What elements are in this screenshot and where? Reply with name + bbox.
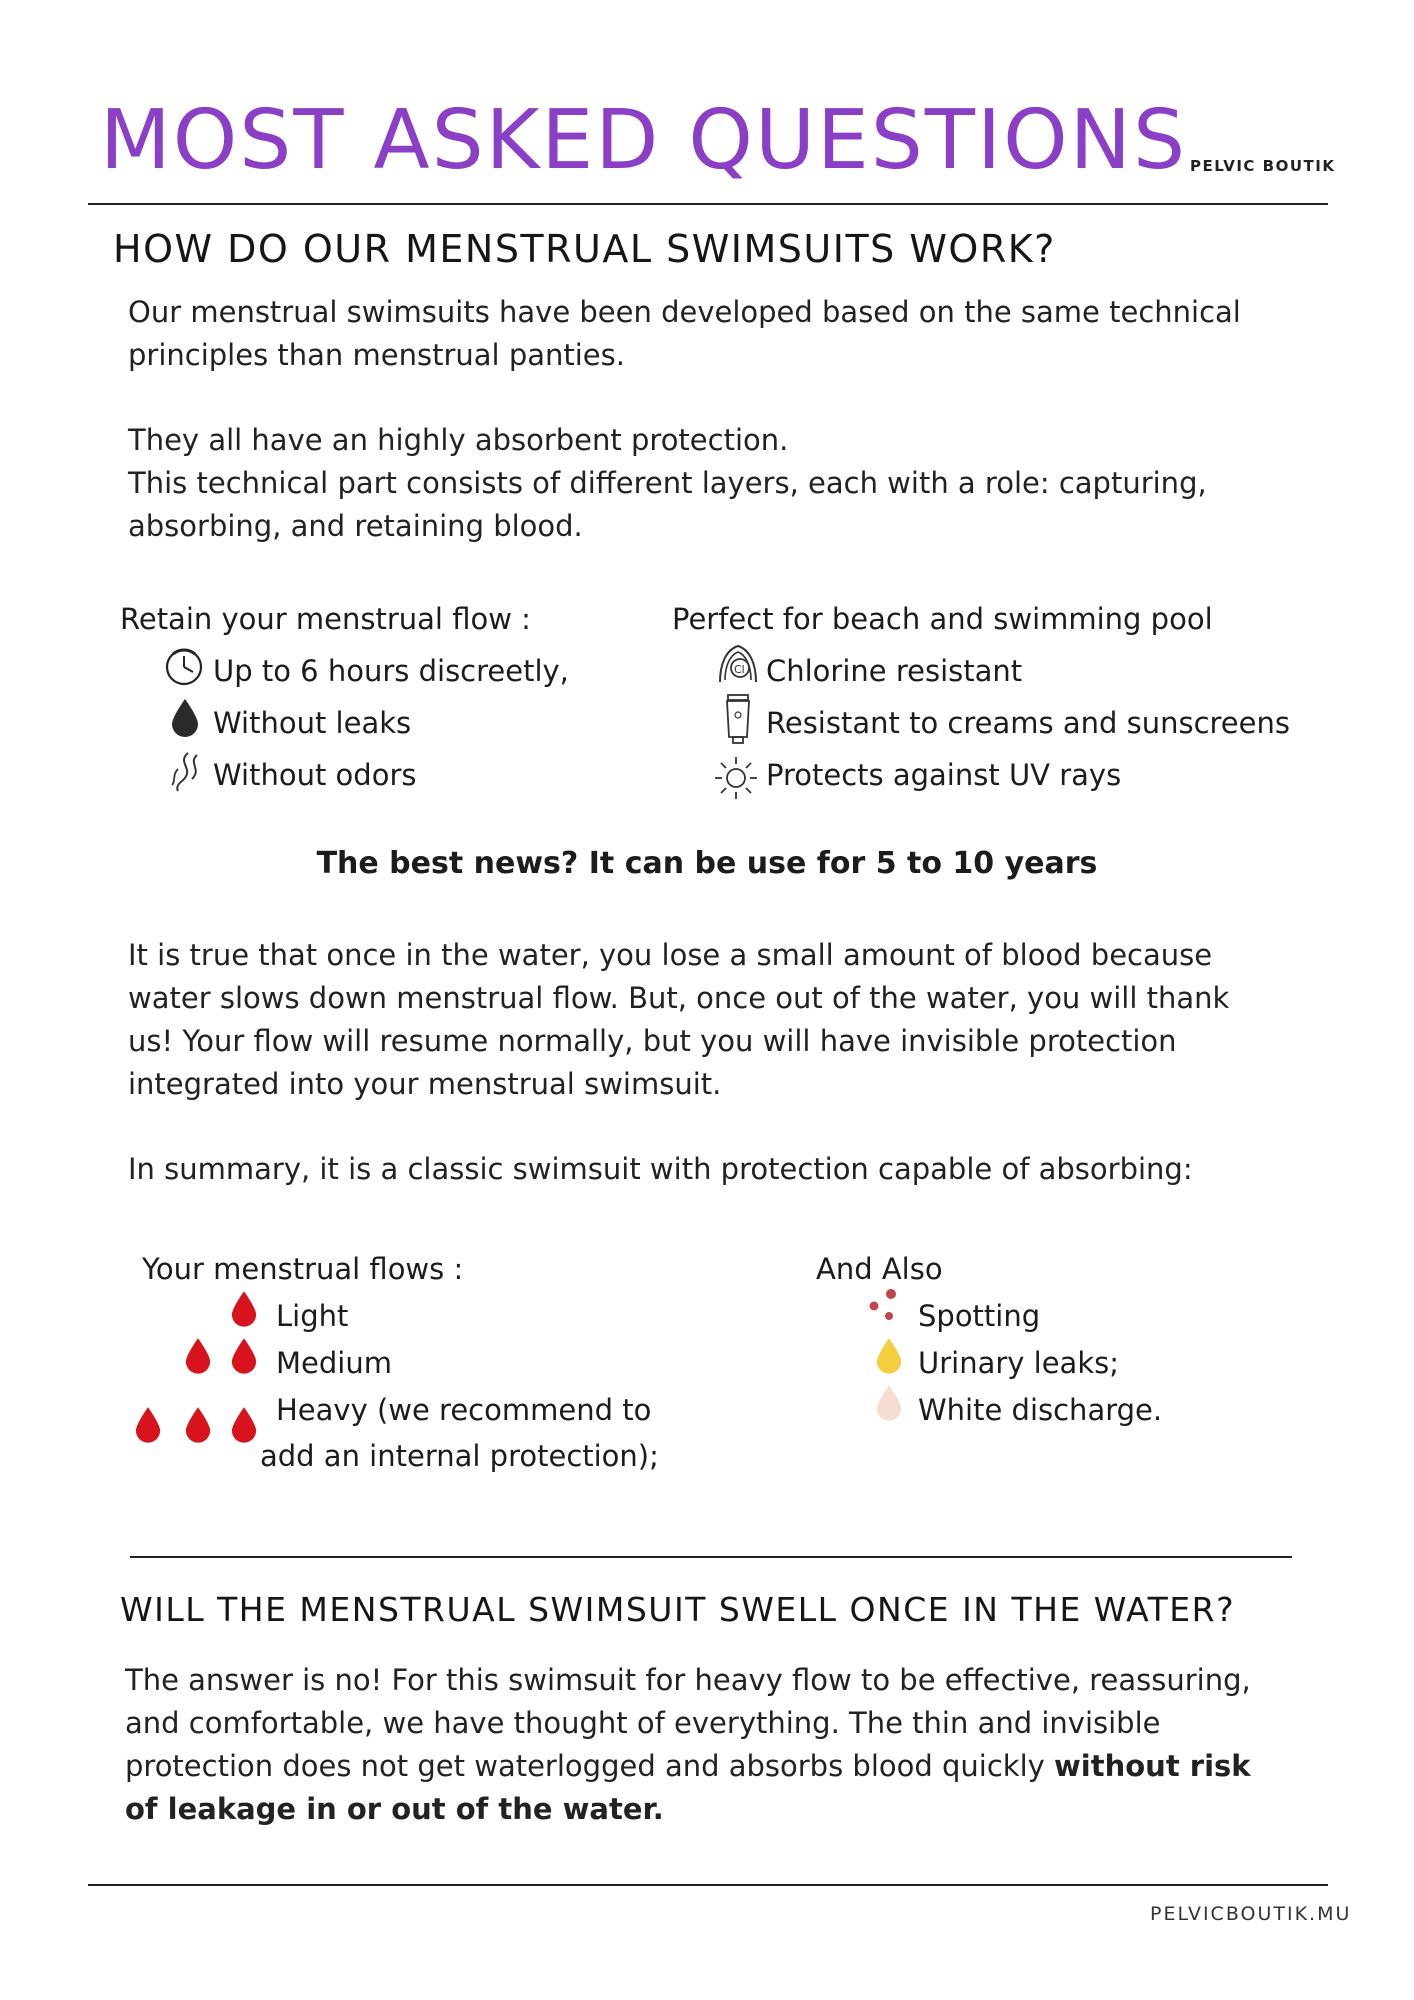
flows-title: Your menstrual flows : <box>142 1252 464 1286</box>
beach-pool-title: Perfect for beach and swimming pool <box>672 602 1213 636</box>
section2-body <box>125 1659 1325 1831</box>
retain-flow-title: Retain your menstrual flow : <box>120 602 531 636</box>
drop-icon <box>170 697 200 737</box>
section-divider <box>130 1556 1292 1558</box>
paragraph-line: This technical part consists of different layers, each with a role: capturing, <box>128 466 1207 500</box>
paragraph-line <box>125 1745 1325 1788</box>
feature-label: Protects against UV rays <box>766 758 1122 792</box>
paragraph-line: The answer is no! For this swimsuit for heavy flow to be effective, reassuring, <box>125 1663 1251 1697</box>
emphasis-text: without risk <box>1054 1749 1251 1783</box>
paragraph-line: us! Your flow will resume normally, but you will have invisible protection <box>128 1024 1177 1058</box>
sun-icon <box>713 755 759 801</box>
blood-drop-icon <box>230 1336 258 1374</box>
section1-heading: HOW DO OUR MENSTRUAL SWIMSUITS WORK? <box>113 227 1056 271</box>
also-title: And Also <box>816 1252 943 1286</box>
section1-layers <box>128 419 1308 548</box>
also-item-urinary: Urinary leaks; <box>918 1346 1120 1380</box>
footer-divider <box>88 1884 1328 1886</box>
water-explanation <box>128 934 1308 1106</box>
flow-heavy-note: add an internal protection); <box>260 1439 659 1473</box>
header-divider <box>88 203 1328 205</box>
flow-medium-label: Medium <box>276 1346 392 1380</box>
feature-label: Resistant to creams and sunscreens <box>766 706 1290 740</box>
page-title: MOST ASKED QUESTIONS <box>100 93 1188 188</box>
flow-heavy-label: Heavy (we recommend to <box>276 1393 652 1427</box>
paragraph-line: In summary, it is a classic swimsuit with protection capable of absorbing: <box>128 1152 1193 1186</box>
odor-icon <box>166 749 206 795</box>
blood-drop-icon <box>134 1405 162 1443</box>
blood-drop-icon <box>230 1405 258 1443</box>
feature-label: Without leaks <box>213 706 412 740</box>
plain-text: protection does not get waterlogged and absorbs blood quickly <box>125 1749 1055 1783</box>
paragraph-line: and comfortable, we have thought of everything. The thin and invisible <box>125 1706 1161 1740</box>
paragraph-line: water slows down menstrual flow. But, once out of the water, you will thank <box>128 981 1230 1015</box>
summary-line <box>128 1148 1308 1191</box>
blood-drop-icon <box>184 1336 212 1374</box>
section1-intro <box>128 291 1308 377</box>
also-item-spotting: Spotting <box>918 1299 1041 1333</box>
discharge-drop-icon <box>875 1383 903 1421</box>
paragraph-line: integrated into your menstrual swimsuit. <box>128 1067 722 1101</box>
also-item-discharge: White discharge. <box>918 1393 1163 1427</box>
chlorine-icon <box>716 642 760 688</box>
blood-drop-icon <box>184 1405 212 1443</box>
urine-drop-icon <box>875 1336 903 1374</box>
spotting-dots-icon <box>866 1288 902 1324</box>
brand-name: PELVIC BOUTIK <box>1190 157 1336 175</box>
paragraph-line <box>125 1788 1325 1831</box>
section2-heading: WILL THE MENSTRUAL SWIMSUIT SWELL ONCE IN THE WATER? <box>120 1590 1236 1629</box>
flow-light-label: Light <box>276 1299 349 1333</box>
best-news-highlight: The best news? It can be use for 5 to 10 years <box>316 846 1098 881</box>
feature-label: Without odors <box>213 758 417 792</box>
clock-icon <box>162 645 206 689</box>
emphasis-text: of leakage in or out of the water. <box>125 1792 664 1826</box>
footer-url: PELVICBOUTIK.MU <box>1150 1903 1352 1925</box>
feature-label: Chlorine resistant <box>766 654 1023 688</box>
sunscreen-tube-icon <box>724 693 752 745</box>
feature-label: Up to 6 hours discreetly, <box>213 654 569 688</box>
paragraph-line: principles than menstrual panties. <box>128 338 625 372</box>
paragraph-line: absorbing, and retaining blood. <box>128 509 583 543</box>
paragraph-line: They all have an highly absorbent protection. <box>128 423 789 457</box>
svg-text:Cl: Cl <box>734 663 745 676</box>
paragraph-line: Our menstrual swimsuits have been developed based on the same technical <box>128 295 1241 329</box>
blood-drop-icon <box>230 1289 258 1327</box>
paragraph-line: It is true that once in the water, you lose a small amount of blood because <box>128 938 1213 972</box>
